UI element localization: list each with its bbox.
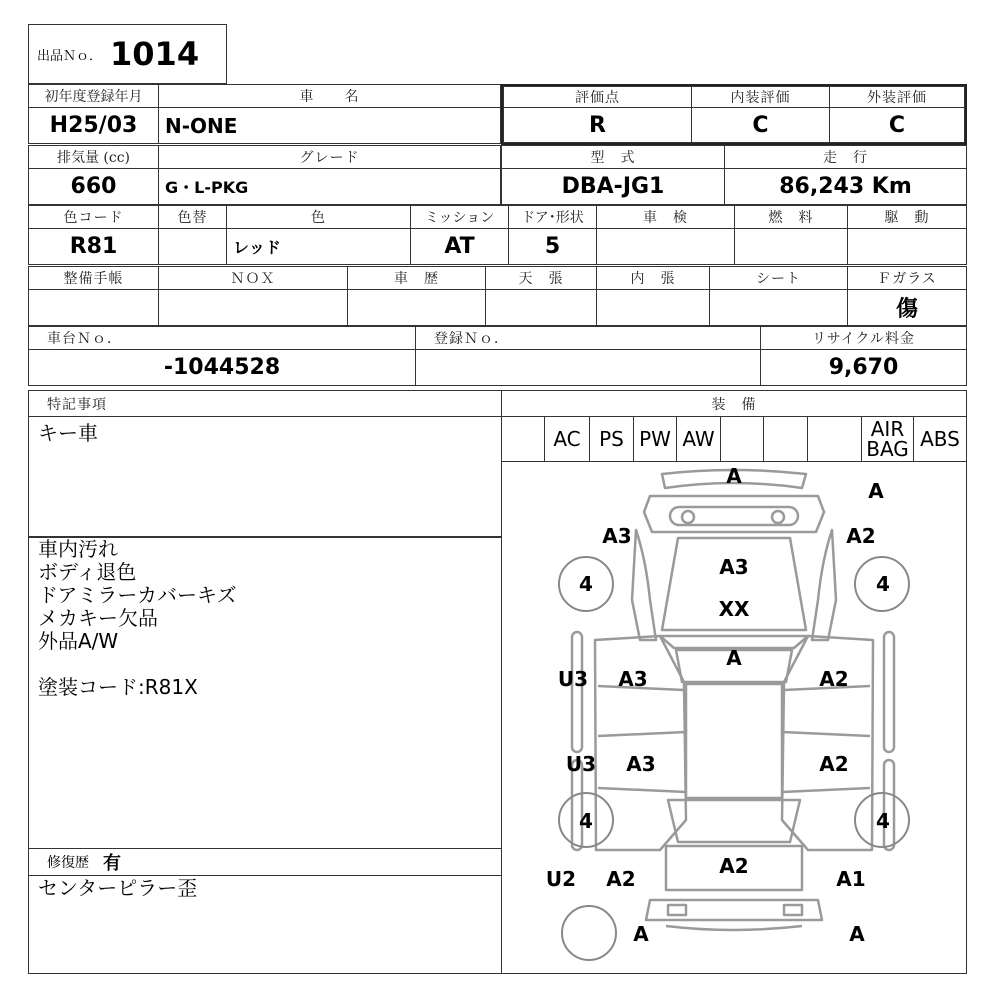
repair-flag: 有 xyxy=(103,853,121,874)
rear-window-outline xyxy=(668,800,800,842)
header-door: ドア･形状 xyxy=(508,205,597,229)
right-step-outline xyxy=(884,760,894,850)
mark-left-rear-door: A3 xyxy=(626,752,656,776)
header-displacement: 排気量 (cc) xyxy=(28,145,159,169)
lot-number: 1014 xyxy=(110,35,200,73)
repair-notes: センターピラー歪 xyxy=(38,876,198,900)
mark-left-step-front: U3 xyxy=(557,667,589,691)
header-nox: ＮＯＸ xyxy=(158,266,348,290)
car-name-value: N-ONE xyxy=(158,107,501,144)
header-chassis: 車台Ｎｏ． xyxy=(28,326,416,350)
displacement-value: 660 xyxy=(28,168,159,205)
header-seat: シート xyxy=(709,266,848,290)
special-notes-top: キー車 xyxy=(38,421,98,445)
score-value: R xyxy=(503,107,692,143)
exterior-value: C xyxy=(829,107,965,143)
interior-value: C xyxy=(691,107,830,143)
rear-lamp-outline xyxy=(784,905,802,915)
mark-rear-right-tire: 4 xyxy=(876,809,890,833)
mark-rear-left-bumper: A xyxy=(633,922,649,946)
header-car-name: 車 名 xyxy=(158,84,501,108)
header-grade: グレード xyxy=(158,145,501,169)
header-fuel: 燃 料 xyxy=(734,205,848,229)
mark-front-bumper: A xyxy=(726,464,742,488)
mark-rear-left-tire: 4 xyxy=(579,809,593,833)
header-exterior: 外装評価 xyxy=(829,86,965,108)
mark-right-front-door: A2 xyxy=(819,667,849,691)
special-notes-bottom: 車内汚れ ボディ退色 ドアミラーカバーキズ メカキー欠品 外品A/W 塗装コード:R81X xyxy=(38,537,237,699)
equipment-aw: AW xyxy=(677,417,721,461)
header-inner: 内 張 xyxy=(596,266,710,290)
header-service-book: 整備手帳 xyxy=(28,266,159,290)
header-drive: 駆 動 xyxy=(847,205,967,229)
header-special: 特記事項 xyxy=(28,390,502,417)
roof-panel-outline xyxy=(686,684,782,798)
mark-front-right-corner: A xyxy=(868,479,884,503)
left-step-outline xyxy=(572,632,582,752)
mark-left-step-quarter: U2 xyxy=(545,867,577,891)
color-code-value: R81 xyxy=(28,228,159,265)
mark-left-fender: A3 xyxy=(602,524,632,548)
equipment-ps: PS xyxy=(590,417,634,461)
mark-trunk: A2 xyxy=(719,854,749,878)
equipment-ac: AC xyxy=(545,417,590,461)
header-interior: 内装評価 xyxy=(691,86,830,108)
mark-left-quarter: A2 xyxy=(606,867,636,891)
left-front-door-outline xyxy=(598,686,686,736)
mark-front-right-tire: 4 xyxy=(876,572,890,596)
mark-right-quarter: A1 xyxy=(836,867,866,891)
header-repair: 修復歴 xyxy=(47,855,89,871)
header-history: 車 歴 xyxy=(347,266,486,290)
chassis-value: -1044528 xyxy=(28,349,416,386)
right-fender-outline xyxy=(812,530,836,640)
header-mission: ミッション xyxy=(410,205,509,229)
left-fender-outline xyxy=(632,530,656,640)
fglass-value: 傷 xyxy=(847,289,967,326)
equipment-airbag: AIR BAG xyxy=(862,417,914,461)
front-emblem-outline xyxy=(772,511,784,523)
right-front-door-outline xyxy=(782,686,870,736)
color-value: レッド xyxy=(226,228,411,265)
front-emblem-outline xyxy=(682,511,694,523)
mark-hood: A3 xyxy=(719,555,749,579)
mark-roof: A xyxy=(726,646,742,670)
header-color-code: 色コード xyxy=(28,205,159,229)
left-rear-door-outline xyxy=(598,788,686,792)
header-reg-no: 登録Ｎｏ． xyxy=(415,326,761,350)
first-reg-value: H25/03 xyxy=(28,107,159,144)
mark-front-left-tire: 4 xyxy=(579,572,593,596)
header-first-reg: 初年度登録年月 xyxy=(28,84,159,108)
mark-left-front-door: A3 xyxy=(618,667,648,691)
header-equipment: 装 備 xyxy=(501,390,967,417)
header-score: 評価点 xyxy=(503,86,692,108)
door-value: 5 xyxy=(508,228,597,265)
equipment-abs: ABS xyxy=(920,427,960,451)
mark-right-rear-door: A2 xyxy=(819,752,849,776)
recycle-value: 9,670 xyxy=(760,349,967,386)
header-inspection: 車 検 xyxy=(596,205,735,229)
header-mileage: 走 行 xyxy=(724,145,967,169)
mark-hood-2: XX xyxy=(718,597,750,621)
header-model: 型 式 xyxy=(501,145,725,169)
mission-value: AT xyxy=(410,228,509,265)
header-fglass: Ｆガラス xyxy=(847,266,967,290)
mark-right-fender: A2 xyxy=(846,524,876,548)
rear-bumper-outline xyxy=(646,900,822,920)
lot-label: 出品Ｎｏ． xyxy=(37,48,103,64)
model-value: DBA-JG1 xyxy=(501,168,725,205)
mark-left-step-rear: U3 xyxy=(565,752,597,776)
mark-rear-right-bumper: A xyxy=(849,922,865,946)
right-rear-door-outline xyxy=(782,788,870,792)
right-step-outline xyxy=(884,632,894,752)
header-color-change: 色替 xyxy=(158,205,227,229)
grade-value: G・L-PKG xyxy=(158,168,501,205)
rear-bumper-lip-outline xyxy=(666,926,802,930)
header-sunroof: 天 張 xyxy=(485,266,597,290)
header-recycle: リサイクル料金 xyxy=(760,326,967,350)
rear-lamp-outline xyxy=(668,905,686,915)
mileage-value: 86,243 Km xyxy=(724,168,967,205)
header-color: 色 xyxy=(226,205,411,229)
spare-tire-icon xyxy=(562,906,616,960)
equipment-pw: PW xyxy=(634,417,677,461)
